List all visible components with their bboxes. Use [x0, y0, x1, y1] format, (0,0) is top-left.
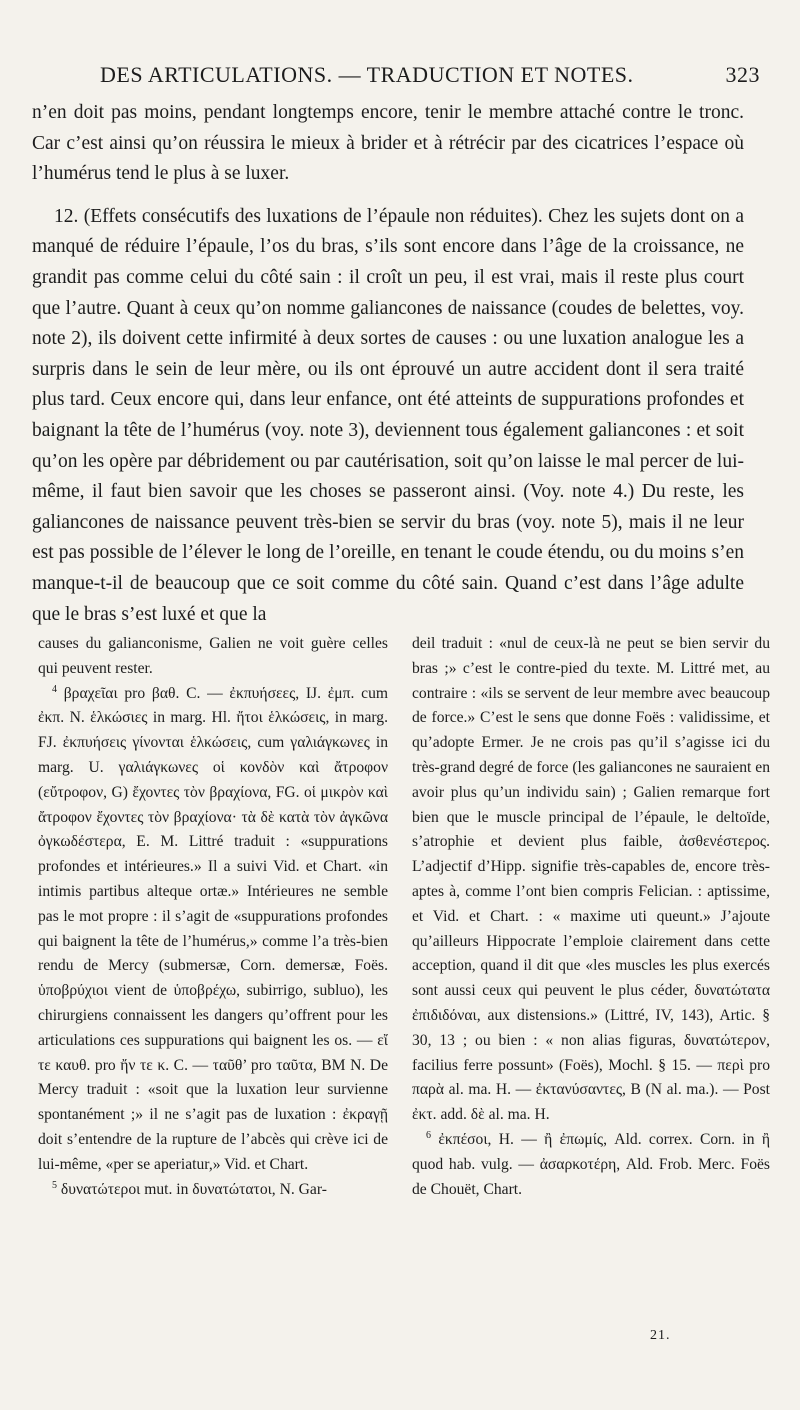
signature-mark: 21.	[650, 1328, 671, 1343]
footnote-4-marker: 4	[52, 683, 57, 695]
footnote-4	[38, 682, 388, 1178]
paragraph-continuation: n’en doit pas moins, pendant longtemps encore, tenir le membre attaché contre le tronc. Car c’est ainsi qu’on réussira le mieux à brider et à rétrécir par des cicatrices l’espace où l’humérus tend le plus à se luxer.	[32, 102, 744, 185]
footnote-5	[38, 1178, 388, 1203]
running-header	[100, 62, 760, 92]
footnote-5-text: δυνατώτεροι mut. in δυνατώτατοι, N. Gar-	[60, 1180, 327, 1198]
footnote-5-marker: 5	[52, 1179, 57, 1191]
footnote-continuation: causes du galianconisme, Galien ne voit guère celles qui peuvent rester.	[38, 635, 388, 677]
footnote-6-marker: 6	[426, 1129, 431, 1141]
paragraph-section-12: 12. (Effets consécutifs des luxations de l’épaule non réduites). Chez les sujets dont on a manqué de réduire l’épaule, l’os du bras, s’ils sont encore dans l’âge de la croissance, ne grandit pas comme celui du côté sain : il croît un peu, il est vrai, mais il reste plus court que l’autre. Quant à ceux qu’on nomme galiancones de naissance (coudes de belettes, voy. note 2), ils doivent cette infirmité à deux sortes de causes : ou une luxation analogue les a surpris dans le sein de leur mère, ou ils ont éprouvé un autre accident dont il sera traité plus tard. Ceux encore qui, dans leur enfance, ont été atteints de suppurations profondes et baignant la tête de l’humérus (voy. note 3), deviennent tous également galiancones : et soit qu’on les opère par débridement ou par cautérisation, soit qu’on laisse le mal percer de lui-même, il faut bien savoir que les choses se passeront ainsi. (Voy. note 4.) Du reste, les galiancones de naissance peuvent très-bien se servir du bras (voy. note 5), mais il ne leur est pas possible de l’élever le long de l’oreille, en tenant le coude étendu, ou du moins s’en manque-t-il de beaucoup que ce soit comme du côté sain. Quand c’est dans l’âge adulte que le bras s’est luxé et que la	[32, 205, 744, 625]
page-number: 323	[725, 62, 760, 87]
footnote-5-continuation: deil traduit : «nul de ceux-là ne peut se bien servir du bras ;» c’est le contre-pied du texte. M. Littré met, au contraire : «ils se servent de leur membre avec beaucoup de force.» C’est le sens que donne Foës : validissime, et qu’adopte Ermer. Je ne crois pas qu’il s’agisse ici du très-grand degré de force (les galiancones ne sauraient en avoir plus qu’un individu sain) ; Galien remarque fort bien que le muscle principal de l’épaule, le deltoïde, s’atrophie et devient plus faible, ἀσθενέστερος. L’adjectif d’Hipp. signifie très-capables de, encore très-aptes à, comme l’ont bien compris Felician. : aptissime, et Vid. et Chart. : « maxime uti queunt.» J’ajoute qu’ailleurs Hippocrate l’emploie clairement dans cette acception, quand il dit que «les muscles les plus exercés sont aussi ceux qui peuvent le plus céder, δυνατώτατα ἐπιδιδόναι, aux distensions.» (Littré, IV, 143), Artic. § 30, 13 ; ou bien : « non alias figuras, δυνατώτερον, facilius ferre possunt» (Foës), Mochl. § 15. — περὶ pro παρὰ al. ma. H. — ἐκτανύσαντες, B (N al. ma.). — Post ἐκτ. add. δὲ al. ma. H.	[412, 635, 770, 1124]
main-text	[32, 98, 744, 630]
running-title: DES ARTICULATIONS. — TRADUCTION ET NOTES.	[100, 62, 634, 87]
footnotes-left-column	[38, 632, 388, 1202]
footnote-6-text: ἐκπέσοι, H. — ἢ ἐπωμίς, Ald. correx. Corn. in ἢ quod hab. vulg. — ἀσαρκοτέρη, Ald. Frob. Merc. Foës de Chouët, Chart.	[412, 1130, 770, 1198]
footnote-4-text: βραχεῖαι pro βαθ. C. — ἐκπυήσεες, IJ. ἐμπ. cum ἐκπ. N. ἑλκώσιες in marg. Hl. ἤτοι ἑλκώσεις, in marg. FJ. ἐκπυήσεις γίνονται ἑλκώσεις, cum γαλιάγκωνες in marg. U. γαλιάγκωνες οἱ κονδὸν καὶ ἄτροφον (εὔτροφον, G) ἔχοντες τὸν βραχίονα, FG. οἱ μικρὸν καὶ ἄτροφον ἔχοντες τὸν βραχίονα· τὰ δὲ κατὰ τὸν ἀγκῶνα ὀγκωδέστερα, E. M. Littré traduit : «suppurations profondes et intérieures.» Il a suivi Vid. et Chart. «in intimis partibus alteque ortæ.» Intérieures ne semble pas le mot propre : il s’agit de «suppurations profondes qui baignent la tête de l’humérus,» comme l’a très-bien rendu de Mercy (submersæ, Corn. demersæ, Foës. ὑποβρύχιοι vient de ὑποβρέχω, subirrigo, subluo), les chirurgiens connaissent les dangers qu’offrent pour les articulations ces suppurations qui baignent les os. — εἴ τε καυθ. pro ἤν τε κ. C. — ταῦθ’ pro ταῦτα, BM N. De Mercy traduit : «soit que la luxation leur survienne spontanément ;» il ne s’agit pas de luxation : ἐκραγῇ doit s’entendre de la rupture de l’abcès qui crève ici de lui-même, «per se aperiatur,» Vid. et Chart.	[38, 684, 388, 1173]
footnote-6	[412, 1128, 770, 1202]
footnotes	[38, 632, 770, 1322]
footnotes-right-column	[412, 632, 770, 1202]
